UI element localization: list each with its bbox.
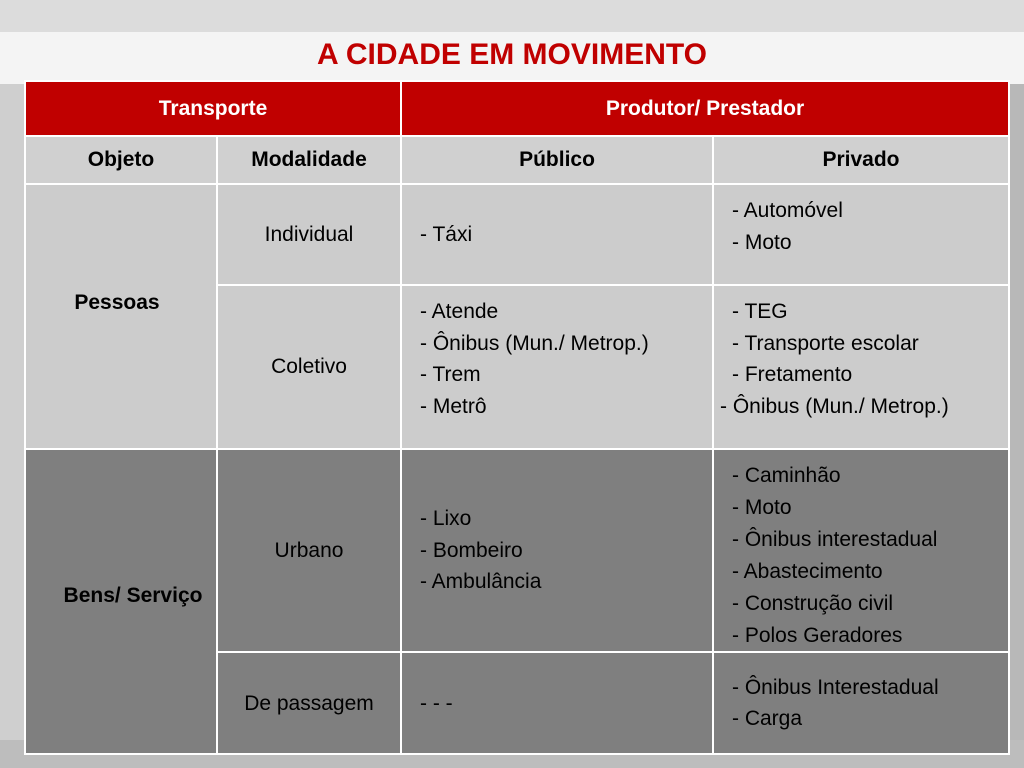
list-item: - Ônibus Interestadual <box>732 675 939 699</box>
list-item: - Metrô <box>420 394 487 418</box>
list-item: - Caminhão <box>732 464 841 487</box>
publico-cell <box>401 285 713 449</box>
list-item: - Transporte escolar <box>732 331 919 355</box>
list-item: - Moto <box>732 495 792 519</box>
list-item: - Carga <box>732 707 803 731</box>
list-item: - Ônibus interestadual <box>732 527 938 551</box>
list-item: - Automóvel <box>732 199 843 222</box>
list-item: - Lixo <box>420 507 472 531</box>
subheader-row <box>25 136 1009 184</box>
privado-cell <box>713 652 1009 754</box>
modalidade-cell: De passagem <box>217 652 401 754</box>
objeto-label: Pessoas <box>74 290 160 314</box>
list-item: - Abastecimento <box>732 559 883 583</box>
publico-cell <box>401 184 713 285</box>
header-transporte: Transporte <box>25 81 401 136</box>
publico-cell <box>401 652 713 754</box>
privado-cell <box>713 449 1009 652</box>
privado-cell <box>713 184 1009 285</box>
list-item: - Fretamento <box>732 363 853 386</box>
subheader-modalidade: Modalidade <box>217 136 401 184</box>
subheader-publico: Público <box>401 136 713 184</box>
list-item: - Moto <box>732 230 792 254</box>
list-item: - Trem <box>420 363 481 386</box>
list-item: - Bombeiro <box>420 538 523 562</box>
header-produtor-prestador: Produtor/ Prestador <box>401 81 1009 136</box>
modalidade-cell: Coletivo <box>217 285 401 449</box>
subheader-objeto: Objeto <box>25 136 217 184</box>
objeto-cell <box>25 449 217 754</box>
list-item: - Construção civil <box>732 591 894 615</box>
list-item: - - - <box>420 691 453 715</box>
decorative-strip-right <box>1008 84 1024 768</box>
list-item: - Ambulância <box>420 570 542 594</box>
list-item: - Táxi <box>420 222 473 246</box>
list-item: - Ônibus (Mun./ Metrop.) <box>420 331 649 355</box>
slide-title: A CIDADE EM MOVIMENTO <box>316 38 707 71</box>
list-item: - Ônibus (Mun./ Metrop.) <box>720 394 949 418</box>
table-row <box>25 449 1009 652</box>
modalidade-cell: Urbano <box>217 449 401 652</box>
objeto-label: Bens/ Serviço <box>63 583 203 607</box>
subheader-privado: Privado <box>713 136 1009 184</box>
transport-table <box>24 80 1010 755</box>
modalidade-cell: Individual <box>217 184 401 285</box>
list-item: - TEG <box>732 300 788 323</box>
list-item: - Atende <box>420 300 499 323</box>
header-row <box>25 81 1009 136</box>
privado-cell <box>713 285 1009 449</box>
table-row <box>25 184 1009 285</box>
publico-cell <box>401 449 713 652</box>
objeto-cell <box>25 184 217 449</box>
list-item: - Polos Geradores <box>732 623 903 647</box>
